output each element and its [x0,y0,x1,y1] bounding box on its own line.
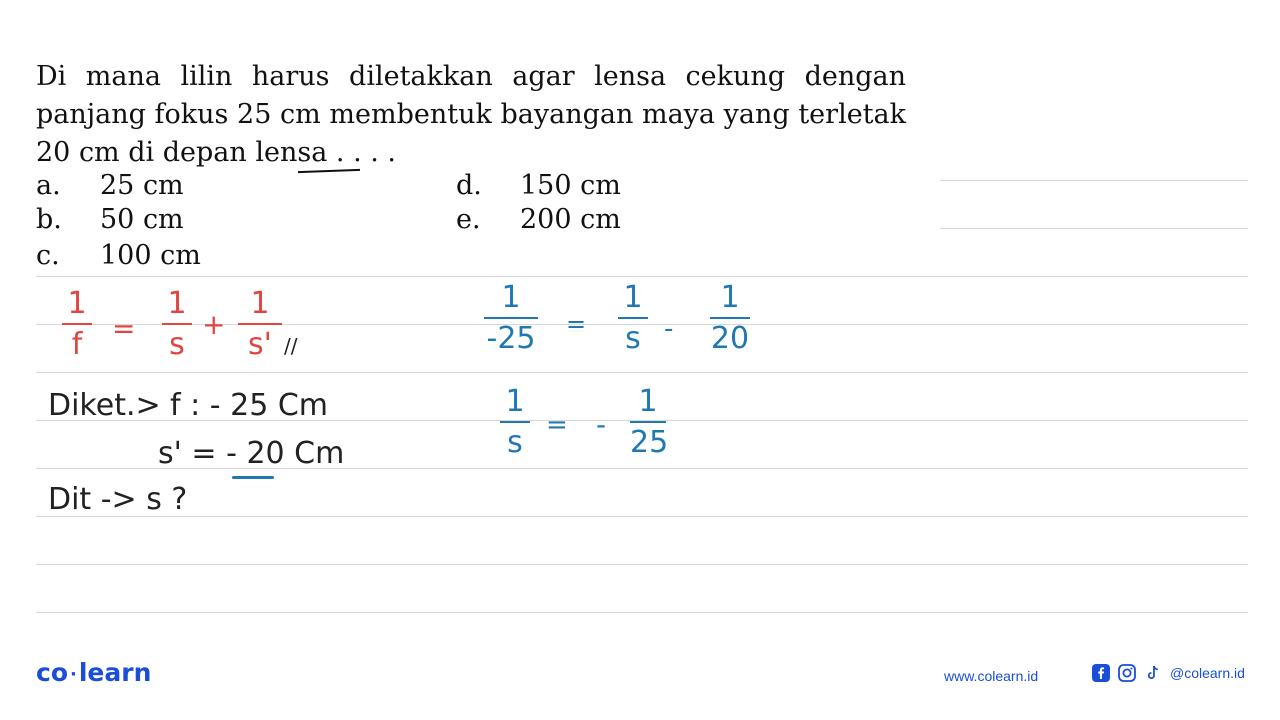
numerator: 1 [67,286,87,321]
formula-equals: = [112,312,136,345]
option-d [456,170,621,201]
formula-mark: // [284,334,298,358]
tiktok-icon[interactable] [1144,664,1162,682]
denominator: s' [248,327,272,362]
fraction-bar [238,323,282,325]
step1-lhs-fraction [484,280,538,356]
fraction-bar [630,421,666,423]
option-value: 25 cm [100,170,184,201]
option-value: 50 cm [100,204,184,235]
option-value: 100 cm [100,240,201,271]
handwritten-underline [232,476,274,479]
fraction-bar [162,323,192,325]
ruled-line [36,372,1248,373]
denominator: s [507,425,523,460]
option-e [456,204,621,235]
formula-lhs-fraction [62,286,92,362]
option-letter: e. [456,204,481,235]
known-label: Diket.> [48,388,161,423]
denominator: 25 [630,425,669,460]
step1-term2-fraction [710,280,750,356]
instagram-icon[interactable] [1118,664,1136,682]
ruled-line [36,516,1248,517]
denominator: f [71,327,83,362]
numerator: 1 [638,384,658,419]
denominator: s [169,327,185,362]
fraction-bar [500,421,530,423]
option-letter: c. [36,240,60,271]
numerator: 1 [167,286,187,321]
formula-term2-fraction [238,286,282,362]
numerator: 1 [501,280,521,315]
ruled-line [36,612,1248,613]
option-letter: a. [36,170,61,201]
step2-sign: - [596,408,607,441]
logo-right: learn [78,658,152,687]
asked-label: Dit -> s ? [48,482,188,517]
fraction-bar [62,323,92,325]
facebook-icon[interactable] [1092,664,1110,682]
social-links [1092,664,1245,682]
step1-minus: - [664,314,674,344]
step1-term1-fraction [618,280,648,356]
option-c [36,240,201,271]
option-value: 150 cm [520,170,621,201]
logo-dot: · [70,663,77,685]
numerator: 1 [623,280,643,315]
known-focal-length: f : - 25 Cm [170,388,328,423]
formula-plus: + [202,308,226,341]
denominator: s [625,321,641,356]
social-handle[interactable]: @colearn.id [1170,665,1245,681]
option-letter: b. [36,204,62,235]
numerator: 1 [250,286,270,321]
step2-lhs-fraction [500,384,530,460]
ruled-line [940,180,1248,181]
option-b [36,204,184,235]
step2-equals: = [546,410,568,440]
question-text: Di mana lilin harus diletakkan agar lensa cekung dengan panjang fokus 25 cm membentuk bayangan maya yang terletak 20 cm di depan lensa . . . . [36,61,906,168]
ruled-line [36,564,1248,565]
numerator: 1 [720,280,740,315]
formula-term1-fraction [162,286,192,362]
option-value: 200 cm [520,204,621,235]
option-a [36,170,184,201]
ruled-line [36,276,1248,277]
step1-equals: = [566,310,587,338]
denominator: 20 [710,321,750,356]
fraction-bar [484,317,538,319]
fraction-bar [618,317,648,319]
fraction-bar [710,317,750,319]
option-letter: d. [456,170,482,201]
numerator: 1 [505,384,525,419]
colearn-logo [36,658,151,687]
website-link[interactable]: www.colearn.id [944,668,1039,684]
known-image-distance: s' = - 20 Cm [158,436,345,471]
logo-left: co [36,658,68,687]
denominator: -25 [486,321,536,356]
step2-rhs-fraction [630,384,669,460]
ruled-line [940,228,1248,229]
